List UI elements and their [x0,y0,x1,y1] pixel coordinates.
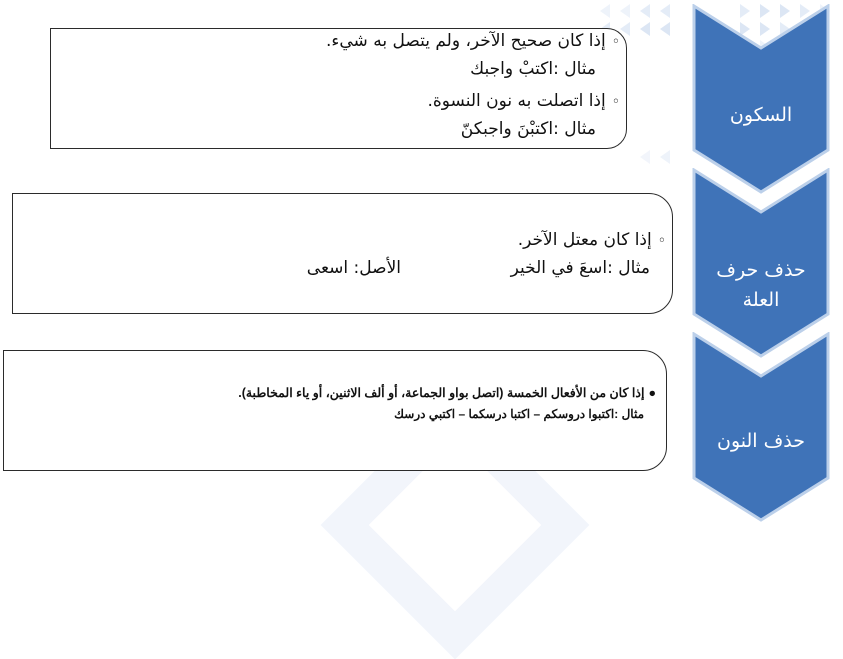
chevron-label-noon-deletion: حذف النون [716,430,806,452]
rule-text: ●إذا كان من الأفعال الخمسة (اتصل بواو الجماعة، أو ألف الاثنين، أو ياء المخاطبة). [238,386,656,400]
bullet-icon: ◦ [611,94,620,110]
rule-box-letter-deletion [12,193,673,314]
chevron-label-letter-deletion: حذف حرف العلة [716,259,806,311]
bullet-icon: ◦ [611,34,620,50]
bullet-icon: ◦ [657,233,666,249]
rule-text: ◦إذا كان صحيح الآخر، ولم يتصل به شيء. [325,31,620,51]
original-form-text: الأصل: اسعى [306,258,401,278]
example-text: مثال :اكتبوا دروسكم – اكتبا درسكما – اكتبي درسك [394,407,644,421]
example-text: مثال :اكتبْ واجبك [470,59,596,79]
example-text: مثال :اسعَ في الخير [510,258,650,278]
chevron-label-sukun: السكون [729,104,793,126]
chevron-shape [690,4,832,194]
bullet-icon: ● [648,386,656,400]
rule-box-sukun [50,28,627,149]
rule-text: ◦إذا كان معتل الآخر. [517,230,666,250]
rule-text: ◦إذا اتصلت به نون النسوة. [427,91,620,111]
example-text: مثال :اكتبْنَ واجبكنّ [460,119,596,139]
rule-box-noon-deletion [3,350,667,471]
